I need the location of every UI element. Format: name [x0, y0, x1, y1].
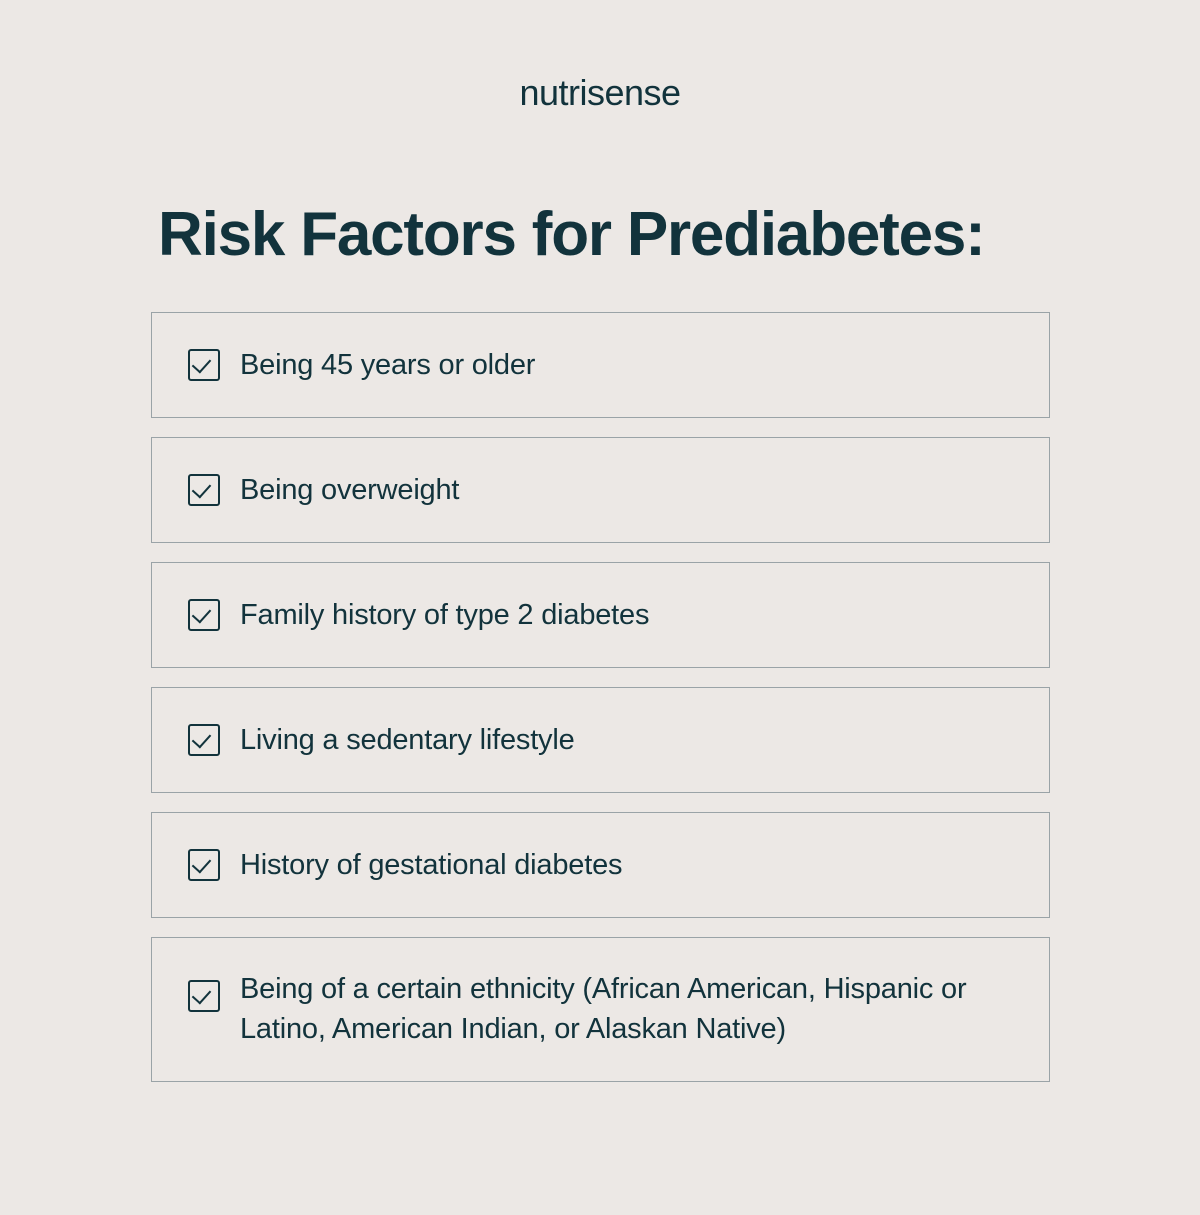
- checkbox-checked-icon: [188, 724, 220, 756]
- brand-logo: nutrisense: [519, 72, 681, 113]
- list-item: [151, 812, 1050, 918]
- list-item: [151, 937, 1050, 1082]
- list-item: [151, 437, 1050, 543]
- checkbox-checked-icon: [188, 980, 220, 1012]
- checkbox-checked-icon: [188, 849, 220, 881]
- list-item: [151, 687, 1050, 793]
- list-item-label: Family history of type 2 diabetes: [240, 598, 650, 631]
- list-item: [151, 312, 1050, 418]
- list-item-label: History of gestational diabetes: [240, 848, 623, 881]
- list-item: [151, 562, 1050, 668]
- checkbox-checked-icon: [188, 474, 220, 506]
- page-title: Risk Factors for Prediabetes:: [158, 200, 985, 269]
- checkbox-checked-icon: [188, 349, 220, 381]
- list-item-label: Living a sedentary lifestyle: [240, 723, 575, 756]
- list-item-label: Being overweight: [240, 473, 460, 506]
- risk-factor-list: [0, 312, 1200, 1082]
- checkbox-checked-icon: [188, 599, 220, 631]
- list-item-label: Being of a certain ethnicity (African American, Hispanic or Latino, American Indian, or Alaskan Native): [240, 973, 967, 1045]
- list-item-label: Being 45 years or older: [240, 348, 536, 381]
